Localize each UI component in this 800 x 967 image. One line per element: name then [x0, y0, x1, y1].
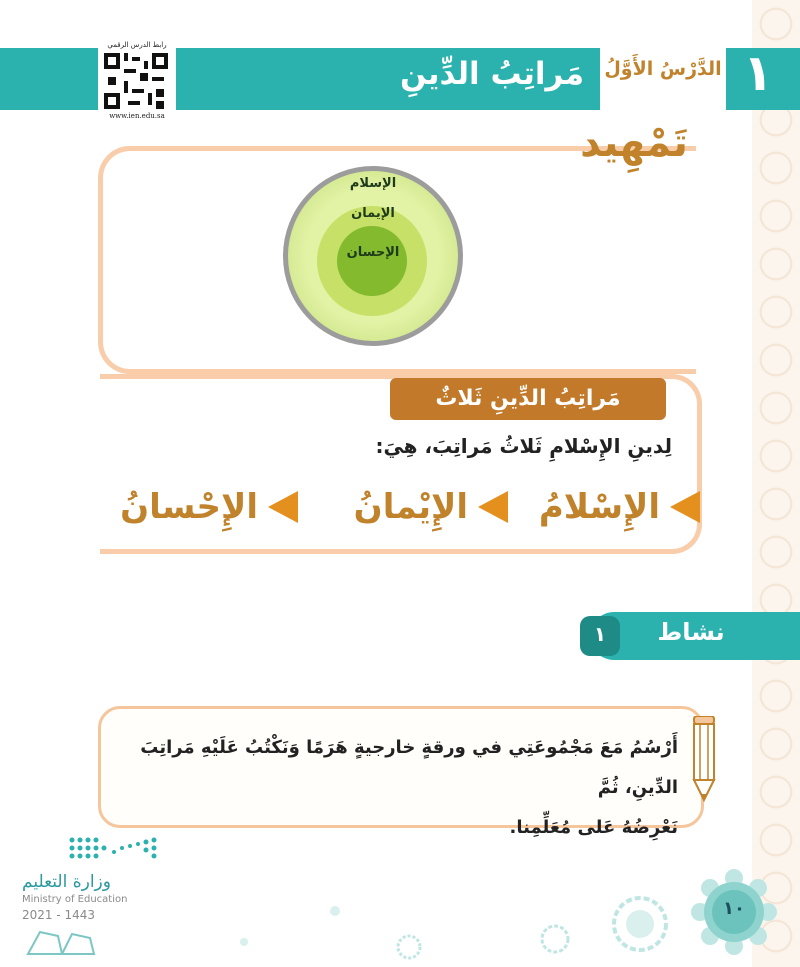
side-pattern [752, 0, 800, 967]
ministry-name-ar: وزارة التعليم [22, 872, 111, 892]
rank-item [100, 484, 298, 530]
qr-caption: رابط الدرس الرقمي [107, 41, 167, 49]
lesson-title: مَراتِبُ الدِّينِ [399, 56, 585, 92]
rosette-ornament-icon [540, 924, 570, 954]
rank-item [534, 484, 700, 530]
diagram-middle-label: الإيمان [351, 206, 395, 221]
lesson-number: ١ [742, 44, 774, 102]
diagram-outer-label: الإسلام [349, 176, 397, 191]
ministry-name-en: Ministry of Education [22, 894, 128, 905]
diagram-inner-circle [337, 226, 407, 296]
qr-code-icon[interactable] [104, 52, 168, 110]
diagram-inner-label: الإحسان [346, 245, 400, 260]
activity-task-line: نَعْرِضُهُ عَلى مُعَلِّمِنا. [509, 817, 678, 838]
rosette-ornament-icon [612, 896, 668, 952]
rank-item-label: الإِسْلامُ [538, 487, 660, 527]
qr-url[interactable]: www.ien.edu.sa [109, 112, 165, 120]
rank-item-label: الإِيْمانُ [353, 487, 468, 527]
rosette-ornament-icon [328, 904, 342, 918]
page-number: ١٠ [723, 898, 745, 919]
ranks-intro-sentence: لِدينِ الإِسْلامِ ثَلاثُ مَراتِبَ، هِيَ: [375, 434, 672, 458]
pencil-icon [690, 716, 718, 802]
activity-number: ١ [593, 622, 607, 646]
lesson-label: الدَّرْسُ الأَوَّلُ [604, 58, 722, 80]
rank-item-label: الإِحْسانُ [120, 487, 258, 527]
activity-task-text [130, 728, 678, 848]
triangle-bullet-icon [670, 491, 700, 523]
ministry-shape-icon [18, 918, 108, 958]
intro-title: تَمْهِيد [580, 120, 688, 166]
rosette-ornament-icon [396, 934, 422, 960]
triangle-bullet-icon [478, 491, 508, 523]
rosette-ornament-icon [238, 936, 250, 948]
rank-item [318, 484, 508, 530]
edition-year: 2021 - 1443 [22, 908, 96, 922]
activity-task-line: أَرْسُمُ مَعَ مَجْمُوعَتِي في ورقةٍ خارجيةٍ هَرَمًا وَنَكْتُبُ عَلَيْهِ مَراتِبَ الدِّينِ، ثُمَّ [140, 737, 678, 798]
triangle-bullet-icon [268, 491, 298, 523]
ranks-heading: مَراتِبُ الدِّينِ ثَلاثٌ [390, 378, 666, 420]
activity-label: نشاط [657, 618, 725, 646]
ministry-logo-icon [66, 834, 164, 864]
